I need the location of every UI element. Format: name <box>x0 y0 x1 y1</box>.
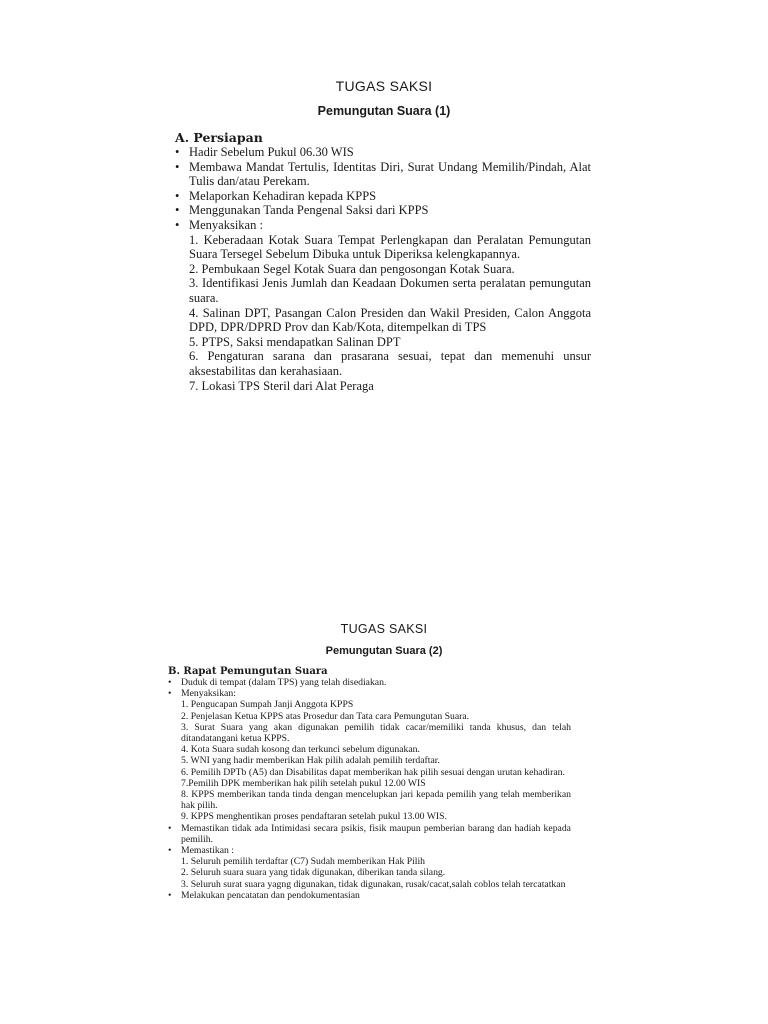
section-persiapan <box>0 78 768 393</box>
sub-list-item: 5. PTPS, Saksi mendapatkan Salinan DPT <box>189 334 401 349</box>
list-item-menyaksikan <box>175 218 591 393</box>
list-item-menyaksikan <box>168 688 571 822</box>
bullet-list-b <box>168 677 571 901</box>
list-item-label: Menyaksikan : <box>189 217 263 232</box>
section-rapat-pemungutan <box>0 622 768 901</box>
sub-list-item: 7.Pemilih DPK memberikan hak pilih setelah pukul 12.00 WIS <box>181 777 426 789</box>
list-item-memastikan <box>168 845 571 890</box>
sub-list-item: 9. KPPS menghentikan proses pendaftaran setelah pukul 13.00 WIS. <box>181 811 447 823</box>
witness-list-b <box>181 699 571 822</box>
list-item: • Hadir Sebelum Pukul 06.30 WIS <box>175 145 591 160</box>
sub-list-item: 3. Seluruh surat suara yagng digunakan, tidak digunakan, rusak/cacat,salah coblos telah tercatatkan <box>181 878 566 890</box>
sub-list-item: 7. Lokasi TPS Steril dari Alat Peraga <box>189 378 374 393</box>
sub-list-item: 1. Keberadaan Kotak Suara Tempat Perlengkapan dan Peralatan Pemungutan Suara Tersegel Sebelum Dibuka untuk Diperiksa kelengkapannya. <box>189 232 591 262</box>
list-item-label: Memastikan : <box>181 845 235 857</box>
sub-list-item: 1. Pengucapan Sumpah Janji Anggota KPPS <box>181 699 354 711</box>
sub-list-item: 4. Salinan DPT, Pasangan Calon Presiden dan Wakil Presiden, Calon Anggota DPD, DPR/DPRD Prov dan Kab/Kota, ditempelkan di TPS <box>189 305 591 335</box>
ensure-list-b <box>181 856 571 890</box>
page-title-a: TUGAS SAKSI <box>335 78 433 94</box>
sub-list-item: 3. Surat Suara yang akan digunakan pemilih tidak cacar/memiliki tanda khusus, dan telah ditandatangani ketua KPPS. <box>181 721 571 745</box>
list-item-label: Menyaksikan: <box>181 688 236 700</box>
witness-list-a <box>189 233 591 394</box>
sub-list-item: 2. Pembukaan Segel Kotak Suara dan pengosongan Kotak Suara. <box>189 261 515 276</box>
sub-list-item: 2. Penjelasan Ketua KPPS atas Prosedur dan Tata cara Pemungutan Suara. <box>181 710 470 722</box>
list-item: • Duduk di tempat (dalam TPS) yang telah disediakan. <box>168 677 571 688</box>
sub-list-item: 4. Kota Suara sudah kosong dan terkunci sebelum digunakan. <box>181 744 420 756</box>
sub-list-item: 6. Pemilih DPTb (A5) dan Disabilitas dapat memberikan hak pilih sesuai dengan urutan kehadiran. <box>181 766 565 778</box>
list-item: • Melakukan pencatatan dan pendokumentasian <box>168 890 571 901</box>
sub-list-item: 5. WNI yang hadir memberikan Hak pilih adalah pemilih terdaftar. <box>181 755 440 767</box>
subtitle-a: Pemungutan Suara (1) <box>317 104 451 118</box>
list-item: • Melaporkan Kehadiran kepada KPPS <box>175 189 591 204</box>
list-item: • Memastikan tidak ada Intimidasi secara psikis, fisik maupun pemberian barang dan hadiah kepada pemilih. <box>168 823 571 845</box>
sub-list-item: 8. KPPS memberikan tanda tinda dengan mencelupkan jari kepada pemilih yang telah memberikan hak pilih. <box>181 789 571 812</box>
heading-persiapan: A. Persiapan <box>175 130 263 145</box>
page-title-b: TUGAS SAKSI <box>340 622 428 636</box>
subtitle-b: Pemungutan Suara (2) <box>325 645 443 657</box>
sub-list-item: 3. Identifikasi Jenis Jumlah dan Keadaan Dokumen serta peralatan pemungutan suara. <box>189 276 591 305</box>
heading-rapat: B. Rapat Pemungutan Suara <box>168 666 328 677</box>
bullet-list-a <box>175 145 591 393</box>
list-item: • Menggunakan Tanda Pengenal Saksi dari KPPS <box>175 203 591 218</box>
sub-list-item: 1. Seluruh pemilih terdaftar (C7) Sudah memberikan Hak Pilih <box>181 856 426 868</box>
sub-list-item: 6. Pengaturan sarana dan prasarana sesuai, tepat dan memenuhi unsur aksestabilitas dan kerahasiaan. <box>189 349 591 378</box>
list-item: • Membawa Mandat Tertulis, Identitas Diri, Surat Undang Memilih/Pindah, Alat Tulis dan/atau Perekam. <box>175 160 591 189</box>
sub-list-item: 2. Seluruh suara suara yang tidak digunakan, diberikan tanda silang. <box>181 867 446 879</box>
